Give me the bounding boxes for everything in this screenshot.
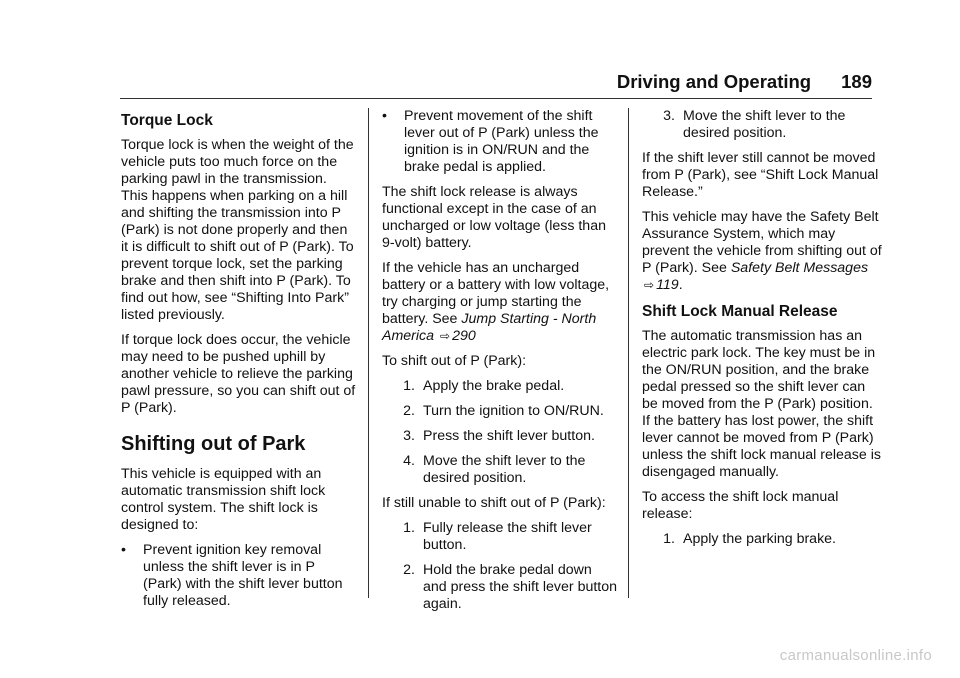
step-text: Turn the ignition to ON/RUN. bbox=[423, 403, 604, 419]
paragraph-electric-park-lock: The automatic transmission has an electric park lock. The key must be in the ON/RUN position, and the brake pedal pressed so the shift lever can be moved from the P (Park) position. If the battery has lost power, the shift lever cannot be moved from P (Park) unless the shift lock manual release is disengaged manually. bbox=[642, 328, 881, 480]
paragraph-shift-lock-release: The shift lock release is always functional except in the case of an uncharged or low voltage (less than 9-volt) battery. bbox=[382, 184, 606, 251]
step-number: 1. bbox=[403, 520, 415, 536]
step-text: Fully release the shift lever button. bbox=[423, 520, 592, 553]
step-text: Move the shift lever to the desired position. bbox=[423, 453, 586, 486]
column-3 bbox=[642, 108, 882, 556]
step-number: 1. bbox=[403, 378, 415, 394]
step-item bbox=[382, 520, 618, 554]
paragraph-torque-occur: If torque lock does occur, the vehicle may need to be pushed uphill by another vehicle to relieve the parking pawl pressure, so you can shift out of P (Park). bbox=[121, 332, 356, 416]
watermark: carmanualsonline.info bbox=[779, 647, 932, 664]
step-item bbox=[382, 453, 618, 487]
step-item bbox=[382, 378, 618, 395]
step-item bbox=[642, 531, 882, 548]
step-number: 1. bbox=[663, 531, 675, 547]
bullet-text: Prevent movement of the shift lever out of P (Park) unless the ignition is in ON/RUN and the brake pedal is applied. bbox=[404, 108, 599, 175]
page-number: 189 bbox=[841, 71, 872, 92]
link-jump-starting[interactable]: Jump Starting - North America bbox=[382, 311, 597, 344]
page-ref-number[interactable]: 119 bbox=[656, 277, 679, 293]
step-number: 4. bbox=[403, 453, 415, 469]
paragraph-still-unable: If still unable to shift out of P (Park): bbox=[382, 495, 606, 511]
step-number: 3. bbox=[403, 428, 415, 444]
section-title: Driving and Operating bbox=[616, 71, 812, 92]
bullet-item bbox=[382, 108, 618, 176]
paragraph-text: If the vehicle has an uncharged battery or a battery with low voltage, try charging or jump starting the battery. See bbox=[382, 260, 610, 327]
paragraph-safety-belt: This vehicle may have the Safety Belt Assurance System, which may prevent the vehicle from shifting out of P (Park). See Safety Belt Messages ⇨ 119. bbox=[642, 209, 882, 293]
link-safety-belt-messages[interactable]: Safety Belt Messages bbox=[730, 260, 869, 276]
step-item bbox=[382, 562, 618, 613]
bullet-item bbox=[121, 542, 357, 610]
column-divider-2 bbox=[628, 108, 629, 598]
bullet-text: Prevent ignition key removal unless the shift lever is in P (Park) with the shift lever button fully released. bbox=[143, 542, 343, 609]
column-divider-1 bbox=[368, 108, 369, 598]
page-ref-arrow-icon: ⇨ bbox=[644, 278, 655, 292]
step-text: Apply the parking brake. bbox=[683, 531, 837, 547]
step-number: 3. bbox=[663, 108, 675, 124]
heading-shifting-out-of-park: Shifting out of Park bbox=[121, 433, 306, 455]
step-text: Hold the brake pedal down and press the shift lever button again. bbox=[423, 562, 618, 612]
column-2 bbox=[382, 108, 618, 621]
paragraph-shift-lock-intro: This vehicle is equipped with an automatic transmission shift lock control system. The shift lock is designed to: bbox=[121, 466, 326, 533]
heading-shift-lock-manual-release: Shift Lock Manual Release bbox=[642, 303, 838, 320]
page-ref-arrow-icon: ⇨ bbox=[440, 329, 451, 343]
step-item bbox=[382, 403, 618, 420]
step-item bbox=[642, 108, 882, 142]
paragraph-torque-lock: Torque lock is when the weight of the vehicle puts too much force on the parking pawl in the transmission. This happens when parking on a hill and shifting the transmission into P (Park) is not done properly and then it is difficult to shift out of P (Park). To prevent torque lock, set the parking brake and then shift into P (Park). To find out how, see “Shifting Into Park” listed previously. bbox=[121, 137, 354, 323]
step-text: Move the shift lever to the desired position. bbox=[683, 108, 846, 141]
step-number: 2. bbox=[403, 562, 415, 578]
bullet-mark: • bbox=[121, 542, 126, 558]
page-header bbox=[120, 70, 872, 99]
step-item bbox=[382, 428, 618, 445]
paragraph-to-access: To access the shift lock manual release: bbox=[642, 489, 839, 522]
heading-torque-lock: Torque Lock bbox=[121, 112, 213, 129]
column-1 bbox=[121, 108, 357, 618]
paragraph-uncharged-battery bbox=[382, 260, 618, 345]
step-text: Press the shift lever button. bbox=[423, 428, 595, 444]
step-number: 2. bbox=[403, 403, 415, 419]
page-ref-number[interactable]: 290 bbox=[452, 328, 476, 344]
step-text: Apply the brake pedal. bbox=[423, 378, 565, 394]
paragraph-to-shift-out: To shift out of P (Park): bbox=[382, 353, 527, 369]
paragraph-still-cannot-move: If the shift lever still cannot be moved from P (Park), see “Shift Lock Manual Release.” bbox=[642, 150, 879, 200]
bullet-mark: • bbox=[382, 108, 387, 124]
paragraph-text: This vehicle may have the Safety Belt Assurance System, which may prevent the vehicle from shifting out of P (Park). See bbox=[642, 209, 882, 276]
